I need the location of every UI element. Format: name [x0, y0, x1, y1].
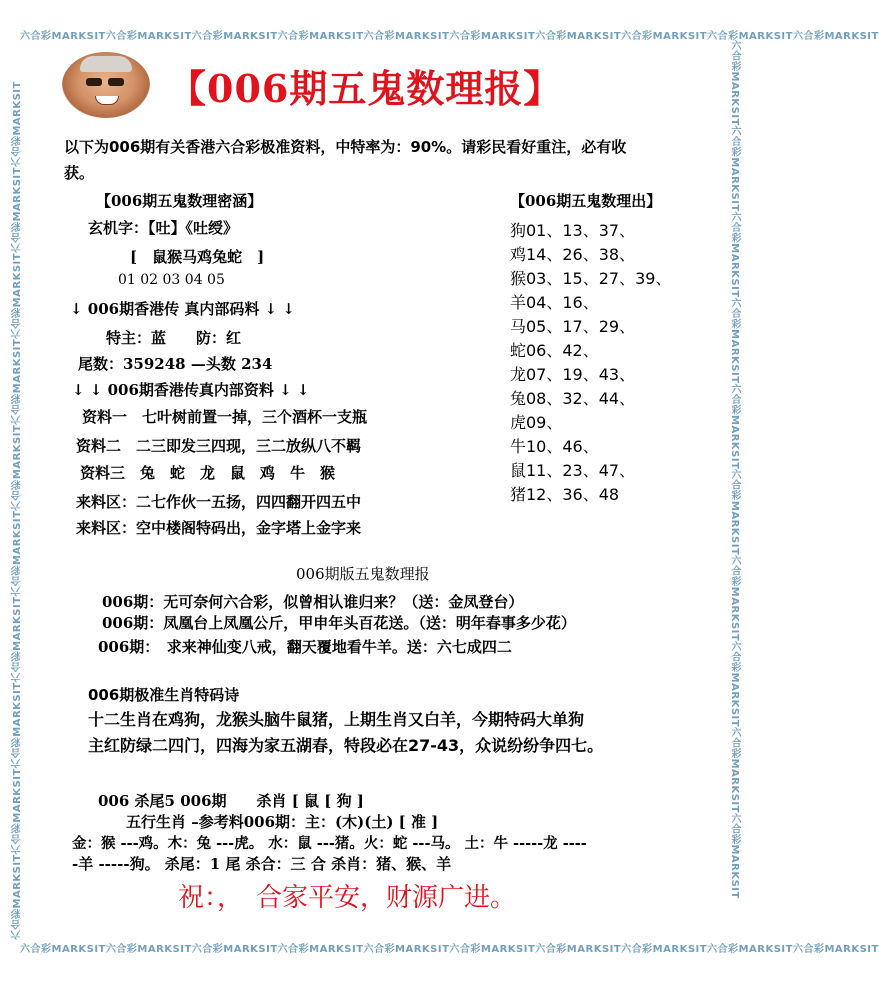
watermark-top: 六合彩MARKSIT六合彩MARKSIT六合彩MARKSIT六合彩MARKSIT六合彩MARKSIT六合彩MARKSIT六合彩MARKSIT六合彩MARKSIT六合彩MARKSIT六合彩MARKSIT [20, 31, 879, 42]
avatar-hair [80, 56, 132, 72]
poem-line-2: 主红防绿二四门，四海为家五湖春，特段必在27-43，众说纷纷争四七。 [88, 736, 604, 755]
blessing-text: 祝：， 合家平安，财源广进。 [178, 883, 517, 913]
avatar-glasses-left [86, 78, 102, 86]
zodiac-row: 马05、17、29、 [510, 317, 636, 336]
neibu-title: ↓ 006期香港传 真内部码料 ↓ ↓ [70, 300, 295, 318]
ziliao-item-2: 资料二 二三即发三四现，三二放纵八不羁 [76, 437, 362, 455]
zodiac-row: 鼠11、23、47、 [510, 461, 636, 480]
intro-line-1: 以下为006期有关香港六合彩极准资料，中特率为：90%。请彩民看好重注，必有收 [64, 138, 627, 156]
avatar-glasses-right [108, 78, 124, 86]
zodiac-row: 猴03、15、27、39、 [510, 269, 672, 288]
zodiac-row: 兔08、32、44、 [510, 389, 636, 408]
watermark-bottom: 六合彩MARKSIT六合彩MARKSIT六合彩MARKSIT六合彩MARKSIT六合彩MARKSIT六合彩MARKSIT六合彩MARKSIT六合彩MARKSIT六合彩MARKSIT六合彩MARKSIT [20, 944, 879, 955]
ziliao-title: ↓ ↓ 006期香港传真内部资料 ↓ ↓ [72, 381, 310, 399]
page-title: 【006期五鬼数理报】 [168, 66, 563, 111]
poem-line-1: 十二生肖在鸡狗，龙猴头脑牛鼠猪，上期生肖又白羊，今期特码大单狗 [88, 710, 585, 729]
poem-title: 006期极准生肖特码诗 [88, 686, 240, 704]
middle-section-title: 006期版五鬼数理报 [296, 565, 430, 583]
bottom-line-4: -羊 -----狗。 杀尾：1 尾 杀合：三 合 杀肖：猪、猴、羊 [72, 855, 452, 873]
bottom-line-2: 五行生肖 –参考料006期：主：(木)(土) [ 准 ] [126, 813, 439, 831]
xuanji-line: 玄机字：【吐】《吐绶》 [88, 219, 239, 237]
ziliao-item-1: 资料一 七叶树前置一掉，三个酒杯一支瓶 [82, 408, 368, 426]
laili-item-1: 来料区：二七作伙一五扬，四四翻开四五中 [76, 493, 362, 511]
watermark-left: 六合彩MARKSIT六合彩MARKSIT六合彩MARKSIT六合彩MARKSIT六合彩MARKSIT六合彩MARKSIT六合彩MARKSIT六合彩MARKSIT六合彩MARKSIT六合彩MARKSIT [12, 81, 23, 940]
zodiac-row: 蛇06、42、 [510, 341, 599, 360]
zodiac-row: 狗01、13、37、 [510, 221, 636, 240]
zodiac-row: 牛10、46、 [510, 437, 599, 456]
animals-bracket: [ 鼠猴马鸡兔蛇 ] [130, 248, 265, 266]
avatar [62, 52, 150, 118]
left-section-title: 【006期五鬼数理密涵】 [96, 192, 263, 210]
watermark-right: 六合彩MARKSIT六合彩MARKSIT六合彩MARKSIT六合彩MARKSIT六合彩MARKSIT六合彩MARKSIT六合彩MARKSIT六合彩MARKSIT六合彩MARKSIT六合彩MARKSIT [729, 40, 740, 899]
weishu-line: 尾数：359248 —头数 234 [78, 355, 273, 373]
ziliao-item-3: 资料三 兔 蛇 龙 鼠 鸡 牛 猴 [80, 464, 336, 482]
middle-line-3: 006期： 求来神仙变八戒，翻天覆地看牛羊。送：六七成四二 [98, 638, 512, 656]
tezhu-line: 特主：蓝 防：红 [106, 329, 242, 347]
bottom-line-1: 006 杀尾5 006期 杀肖 [ 鼠 [ 狗 ] [98, 792, 364, 810]
zodiac-row: 鸡14、26、38、 [510, 245, 636, 264]
laili-item-2: 来料区：空中楼阁特码出，金字塔上金字来 [76, 519, 362, 537]
zodiac-row: 龙07、19、43、 [510, 365, 636, 384]
numbers-line: 01 02 03 04 05 [118, 272, 225, 288]
zodiac-row: 猪12、36、48 [510, 485, 620, 504]
right-section-title: 【006期五鬼数理出】 [510, 192, 662, 210]
bottom-line-3: 金：猴 ---鸡。木：兔 ---虎。 水：鼠 ---猪。火：蛇 ---马。 土：牛 -----龙 ---- [72, 835, 587, 852]
middle-line-2: 006期：凤凰台上凤凰公斤，甲申年头百花送。（送：明年春事多少花） [102, 614, 576, 632]
middle-line-1: 006期：无可奈何六合彩，似曾相认谁归来？（送：金凤登台） [102, 593, 524, 611]
zodiac-row: 虎09、 [510, 413, 563, 432]
zodiac-row: 羊04、16、 [510, 293, 599, 312]
avatar-smile [95, 96, 119, 105]
intro-line-2: 获。 [64, 164, 95, 182]
